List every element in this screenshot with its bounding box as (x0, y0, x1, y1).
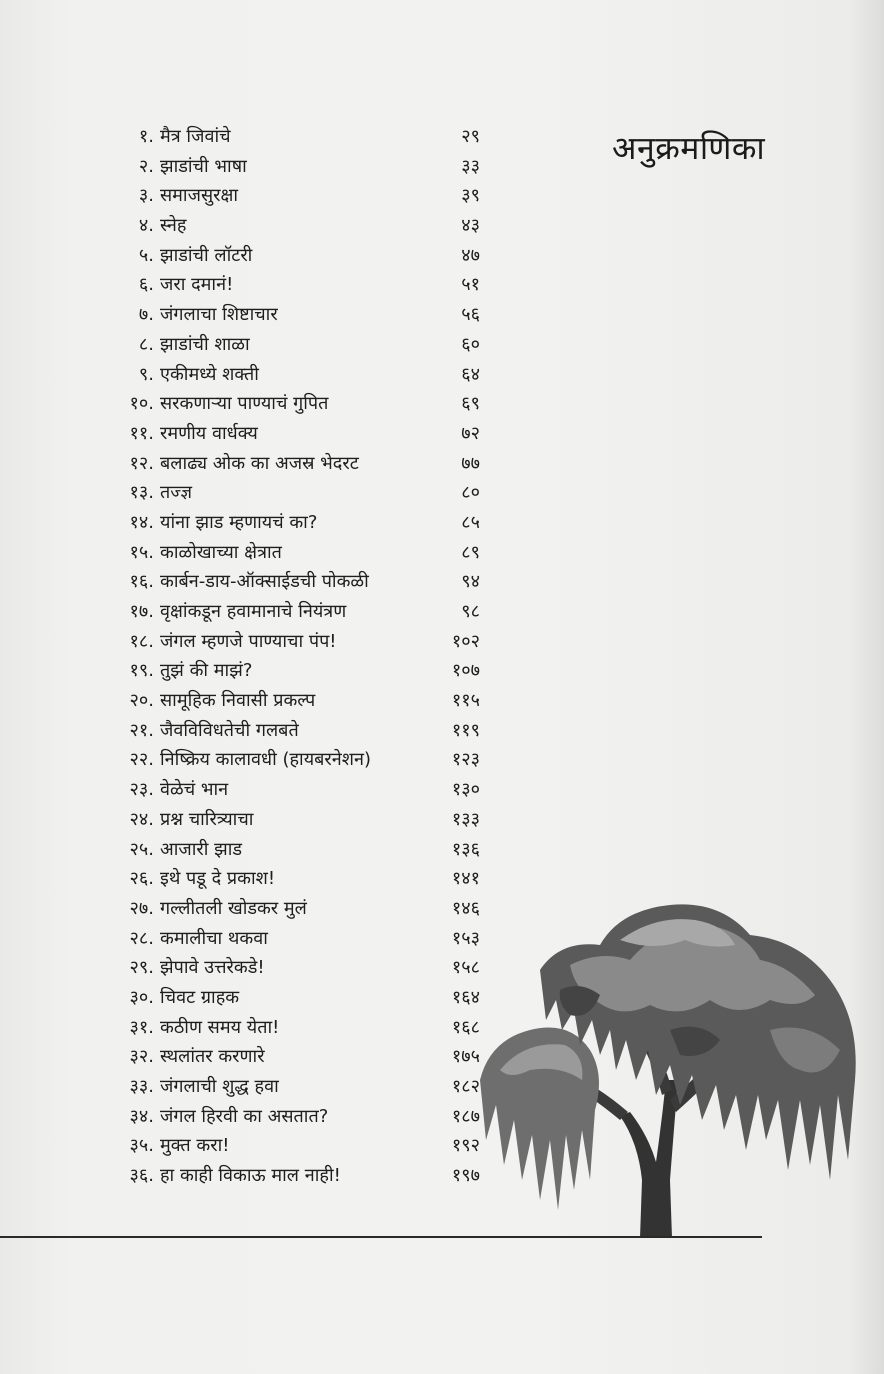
toc-entry-page: ५६ (461, 304, 480, 326)
toc-entry-page: ११५ (451, 690, 480, 712)
toc-entry-number: २८. (129, 927, 154, 949)
toc-entry-page: ६९ (461, 393, 480, 415)
toc-entry-number: १७. (129, 601, 154, 622)
toc-entry-title: इथे पडू दे प्रकाश! (160, 868, 276, 890)
toc-entry-title: एकीमध्ये शक्ती (160, 363, 259, 385)
bottom-rule (0, 1236, 762, 1238)
toc-entry-page: १३३ (451, 808, 480, 830)
toc-entry-page: १७५ (451, 1046, 480, 1068)
toc-entry-number: ३३. (129, 1076, 154, 1097)
toc-entry-page: २९ (461, 126, 480, 147)
toc-entry (112, 953, 492, 983)
toc-entry-title: झाडांची लॉटरी (160, 244, 253, 266)
toc-entry-title: स्नेह (160, 215, 187, 237)
toc-entry (112, 538, 492, 568)
toc-entry-number: २६. (129, 868, 154, 890)
toc-entry-title: जंगल हिरवी का असतात? (160, 1105, 329, 1127)
toc-entry-title: हा काही विकाऊ माल नाही! (160, 1165, 341, 1187)
toc-entry (112, 1013, 492, 1043)
toc-entry-page: ४७ (461, 244, 480, 266)
toc-entry-page: ९४ (461, 571, 480, 593)
toc-entry-number: १२. (129, 452, 154, 474)
toc-entry-title: जरा दमानं! (160, 274, 234, 296)
toc-entry-number: ११. (129, 422, 154, 444)
toc-entry-page: १८२ (451, 1076, 480, 1097)
toc-entry-number: १८. (129, 630, 154, 652)
toc-entry-number: ३२. (129, 1046, 154, 1068)
toc-entry-number: ७. (138, 304, 154, 326)
toc-entry-number: ९. (138, 363, 154, 385)
toc-entry (112, 1131, 492, 1161)
toc-entry-title: यांना झाड म्हणायचं का? (160, 511, 318, 533)
toc-entry (112, 686, 492, 716)
toc-entry-page: १३६ (451, 838, 480, 860)
toc-entry-title: जंगल म्हणजे पाण्याचा पंप! (160, 630, 337, 652)
toc-entry (112, 656, 492, 686)
toc-entry-number: २१. (129, 719, 154, 741)
toc-entry-page: १९७ (451, 1165, 480, 1187)
toc-entry-number: ३५. (129, 1135, 154, 1157)
toc-entry (112, 1072, 492, 1102)
toc-entry-page: १४१ (451, 868, 480, 890)
toc-entry-number: १३. (129, 482, 154, 504)
toc-entry-title: सरकणाऱ्या पाण्याचं गुपित (160, 393, 329, 415)
toc-entry-title: जंगलाची शुद्ध हवा (160, 1076, 279, 1097)
toc-entry (112, 1042, 492, 1072)
toc-entry (112, 241, 492, 271)
toc-entry-page: ९८ (461, 601, 480, 622)
toc-entry-page: ३९ (461, 185, 480, 207)
toc-entry-number: २०. (129, 690, 154, 712)
toc-entry (112, 894, 492, 924)
toc-entry-number: ८. (138, 333, 154, 355)
toc-entry (112, 389, 492, 419)
toc-entry-page: ३३ (461, 155, 480, 177)
toc-entry-title: वेळेचं भान (160, 779, 229, 801)
toc-entry (112, 1161, 492, 1191)
toc-entry-page: ७७ (461, 452, 480, 474)
toc-entry-number: २५. (129, 838, 154, 860)
toc-entry-page: ७२ (461, 422, 480, 444)
toc-entry (112, 508, 492, 538)
toc-entry-number: १९. (129, 660, 154, 682)
toc-entry-title: कमालीचा थकवा (160, 927, 268, 949)
toc-entry-page: १५३ (451, 927, 480, 949)
toc-entry (112, 775, 492, 805)
toc-entry-number: २३. (129, 779, 154, 801)
toc-entry-number: २९. (129, 957, 154, 979)
toc-entry-page: १३० (451, 779, 480, 801)
toc-entry-page: १५८ (451, 957, 480, 979)
toc-entry-page: ८० (461, 482, 480, 504)
toc-entry (112, 567, 492, 597)
toc-entry-title: कठीण समय येता! (160, 1016, 280, 1038)
toc-entry-number: १६. (129, 571, 154, 593)
toc-entry (112, 152, 492, 182)
toc-entry-title: बलाढ्य ओक का अजस्र भेदरट (160, 452, 359, 474)
toc-entry-page: ४३ (461, 215, 480, 237)
toc-entry-number: १४. (129, 511, 154, 533)
toc-entry-title: रमणीय वार्धक्य (160, 422, 258, 444)
toc-entry (112, 745, 492, 775)
toc-entry (112, 983, 492, 1013)
toc-entry-title: जैवविविधतेची गलबते (160, 719, 299, 741)
toc-entry-title: चिवट ग्राहक (160, 986, 240, 1008)
toc-entry-number: २७. (129, 897, 154, 919)
toc-entry (112, 360, 492, 390)
toc-entry (112, 835, 492, 865)
toc-entry (112, 924, 492, 954)
toc-entry (112, 122, 492, 152)
toc-entry-page: १४६ (451, 897, 480, 919)
toc-entry-number: ३१. (129, 1016, 154, 1038)
tree-icon (470, 880, 870, 1240)
toc-entry-title: झाडांची भाषा (160, 155, 247, 177)
toc-entry (112, 419, 492, 449)
toc-entry-number: ३. (138, 185, 154, 207)
toc-entry-number: ५. (138, 244, 154, 266)
toc-entry-number: ३०. (129, 986, 154, 1008)
toc-entry-title: जंगलाचा शिष्टाचार (160, 304, 278, 326)
toc-entry-title: झेपावे उत्तरेकडे! (160, 957, 265, 979)
toc-entry-page: ६० (461, 333, 480, 355)
toc-entry (112, 864, 492, 894)
toc-entry-number: ६. (138, 274, 154, 296)
toc-entry-number: २४. (129, 808, 154, 830)
toc-entry-title: तुझं की माझं? (160, 660, 253, 682)
toc-entry-title: झाडांची शाळा (160, 333, 250, 355)
toc-entry (112, 627, 492, 657)
toc-entry (112, 1102, 492, 1132)
toc-entry-title: गल्लीतली खोडकर मुलं (160, 897, 307, 919)
toc-entry-title: मैत्र जिवांचे (160, 126, 231, 147)
toc-entry (112, 211, 492, 241)
toc-entry-title: वृक्षांकडून हवामानाचे नियंत्रण (160, 601, 347, 622)
toc-entry-number: ३४. (129, 1105, 154, 1127)
toc-entry-number: १५. (129, 541, 154, 563)
toc-entry (112, 716, 492, 746)
toc-entry-page: १०७ (451, 660, 480, 682)
toc-entry (112, 181, 492, 211)
toc-entry-title: काळोखाच्या क्षेत्रात (160, 541, 282, 563)
toc-entry-page: १६८ (451, 1016, 480, 1038)
toc-entry-page: १६४ (451, 986, 480, 1008)
toc-entry (112, 597, 492, 627)
toc-entry-page: १९२ (451, 1135, 480, 1157)
toc-entry-title: निष्क्रिय कालावधी (हायबरनेशन) (160, 749, 372, 771)
toc-entry (112, 300, 492, 330)
toc-entry-title: मुक्त करा! (160, 1135, 230, 1157)
toc-entry-number: २. (138, 155, 154, 177)
toc-entry (112, 270, 492, 300)
toc-entry-page: १२३ (451, 749, 480, 771)
toc-entry (112, 449, 492, 479)
toc-entry-title: स्थलांतर करणारे (160, 1046, 265, 1068)
toc-entry-title: सामूहिक निवासी प्रकल्प (160, 690, 316, 712)
toc-entry-page: ५१ (461, 274, 480, 296)
toc-entry-title: कार्बन-डाय-ऑक्साईडची पोकळी (160, 571, 369, 593)
toc-entry-title: प्रश्न चारित्र्याचा (160, 808, 254, 830)
toc-entry-number: १. (138, 126, 154, 147)
toc-entry-number: २२. (129, 749, 154, 771)
toc-entry-page: ८५ (461, 511, 480, 533)
toc-entry-title: तज्ज्ञ (160, 482, 193, 504)
toc-entry-page: ६४ (461, 363, 480, 385)
toc-entry (112, 330, 492, 360)
toc-entry-number: ४. (138, 215, 154, 237)
toc-entry (112, 478, 492, 508)
toc-entry-title: आजारी झाड (160, 838, 243, 860)
toc-entry-title: समाजसुरक्षा (160, 185, 239, 207)
toc-entry-number: ३६. (129, 1165, 154, 1187)
toc-entry-page: १०२ (451, 630, 480, 652)
toc-entry (112, 805, 492, 835)
toc-entry-number: १०. (129, 393, 154, 415)
table-of-contents (112, 122, 492, 1191)
toc-entry-page: ८९ (461, 541, 480, 563)
toc-entry-page: १८७ (451, 1105, 480, 1127)
page-title: अनुक्रमणिका (612, 129, 766, 167)
toc-entry-page: ११९ (451, 719, 480, 741)
